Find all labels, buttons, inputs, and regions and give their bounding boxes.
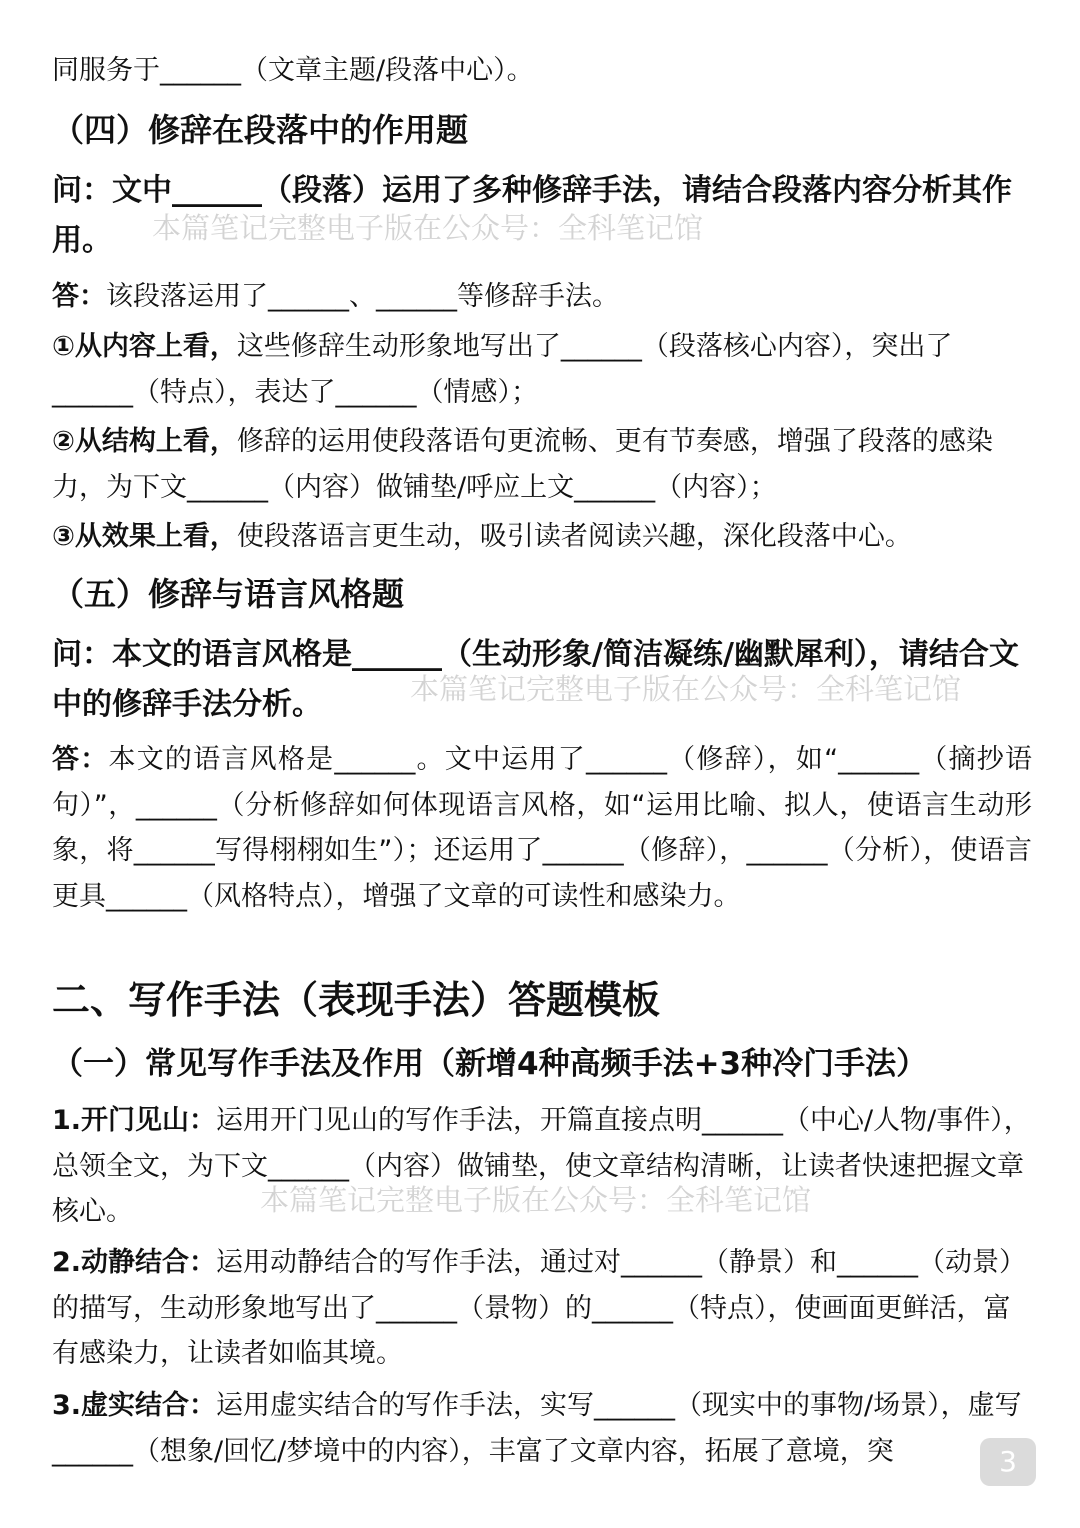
technique-text: 运用动静结合的写作手法，通过对______（静景）和______（动景）的描写，生动形象地写出了______（景物）的______（特点），使画面更鲜活，富有感染力，让读者如临其境。: [52, 1247, 1027, 1369]
technique-3: [52, 1383, 1032, 1474]
answer-label: 答：: [52, 281, 106, 312]
section-heading-5: （五）修辞与语言风格题: [52, 575, 405, 613]
question-5: 问：本文的语言风格是______（生动形象/简洁凝练/幽默犀利），请结合文中的修辞手法分析。: [52, 637, 1019, 722]
section-heading-4: （四）修辞在段落中的作用题: [52, 111, 469, 149]
chapter-heading: 二、写作手法（表现手法）答题模板: [52, 978, 661, 1022]
point-text: 这些修辞生动形象地写出了______（段落核心内容），突出了______（特点），表达了______（情感）；: [52, 331, 953, 408]
technique-text: 运用开门见山的写作手法，开篇直接点明______（中心/人物/事件），总领全文，为下文______（内容）做铺垫，使文章结构清晰，让读者快速把握文章核心。: [52, 1105, 1031, 1227]
answer-text: 本文的语言风格是______。文中运用了______（修辞），如“______（摘抄语句）”，______（分析修辞如何体现语言风格，如“运用比喻、拟人，使语言生动形象，将______写得栩栩如生”）；还运用了______（修辞），______（分析），使语言更具______（风格特点），增强了文章的可读性和感染力。: [52, 744, 1032, 912]
point-label: ③从效果上看，: [52, 521, 237, 552]
answer-text: 该段落运用了______、______等修辞手法。: [106, 281, 619, 312]
point-content: [52, 324, 1032, 415]
technique-text: 运用虚实结合的写作手法，实写______（现实中的事物/场景），虚写______（想象/回忆/梦境中的内容），丰富了文章内容，拓展了意境，突: [52, 1390, 1022, 1467]
point-structure: [52, 419, 1032, 510]
watermark: 本篇笔记完整电子版在公众号：全科笔记馆: [152, 211, 704, 245]
point-label: ②从结构上看，: [52, 426, 237, 457]
answer-4: [52, 274, 1032, 320]
technique-label: 1.开门见山：: [52, 1105, 217, 1136]
answer-5: [52, 737, 1032, 919]
question-4: 问：文中______（段落）运用了多种修辞手法，请结合段落内容分析其作用。: [52, 173, 1012, 258]
watermark: 本篇笔记完整电子版在公众号：全科笔记馆: [260, 1183, 812, 1217]
point-text: 使段落语言更生动，吸引读者阅读兴趣，深化段落中心。: [236, 521, 912, 552]
point-label: ①从内容上看，: [52, 331, 237, 362]
watermark: 本篇笔记完整电子版在公众号：全科笔记馆: [410, 672, 962, 706]
subsection-heading: （一）常见写作手法及作用（新增4种高频手法+3种冷门手法）: [52, 1046, 928, 1082]
answer-label: 答：: [52, 744, 109, 775]
point-effect: [52, 514, 1032, 560]
technique-label: 3.虚实结合：: [52, 1390, 217, 1421]
page-number-badge: 3: [980, 1438, 1036, 1486]
technique-1: [52, 1098, 1032, 1235]
technique-label: 2.动静结合：: [52, 1247, 217, 1278]
paragraph-text: 同服务于______（文章主题/段落中心）。: [52, 55, 534, 86]
technique-2: [52, 1240, 1032, 1377]
point-text: 修辞的运用使段落语句更流畅、更有节奏感，增强了段落的感染力，为下文______（内容）做铺垫/呼应上文______（内容）；: [52, 426, 993, 503]
paragraph-continuation: [52, 48, 1032, 94]
